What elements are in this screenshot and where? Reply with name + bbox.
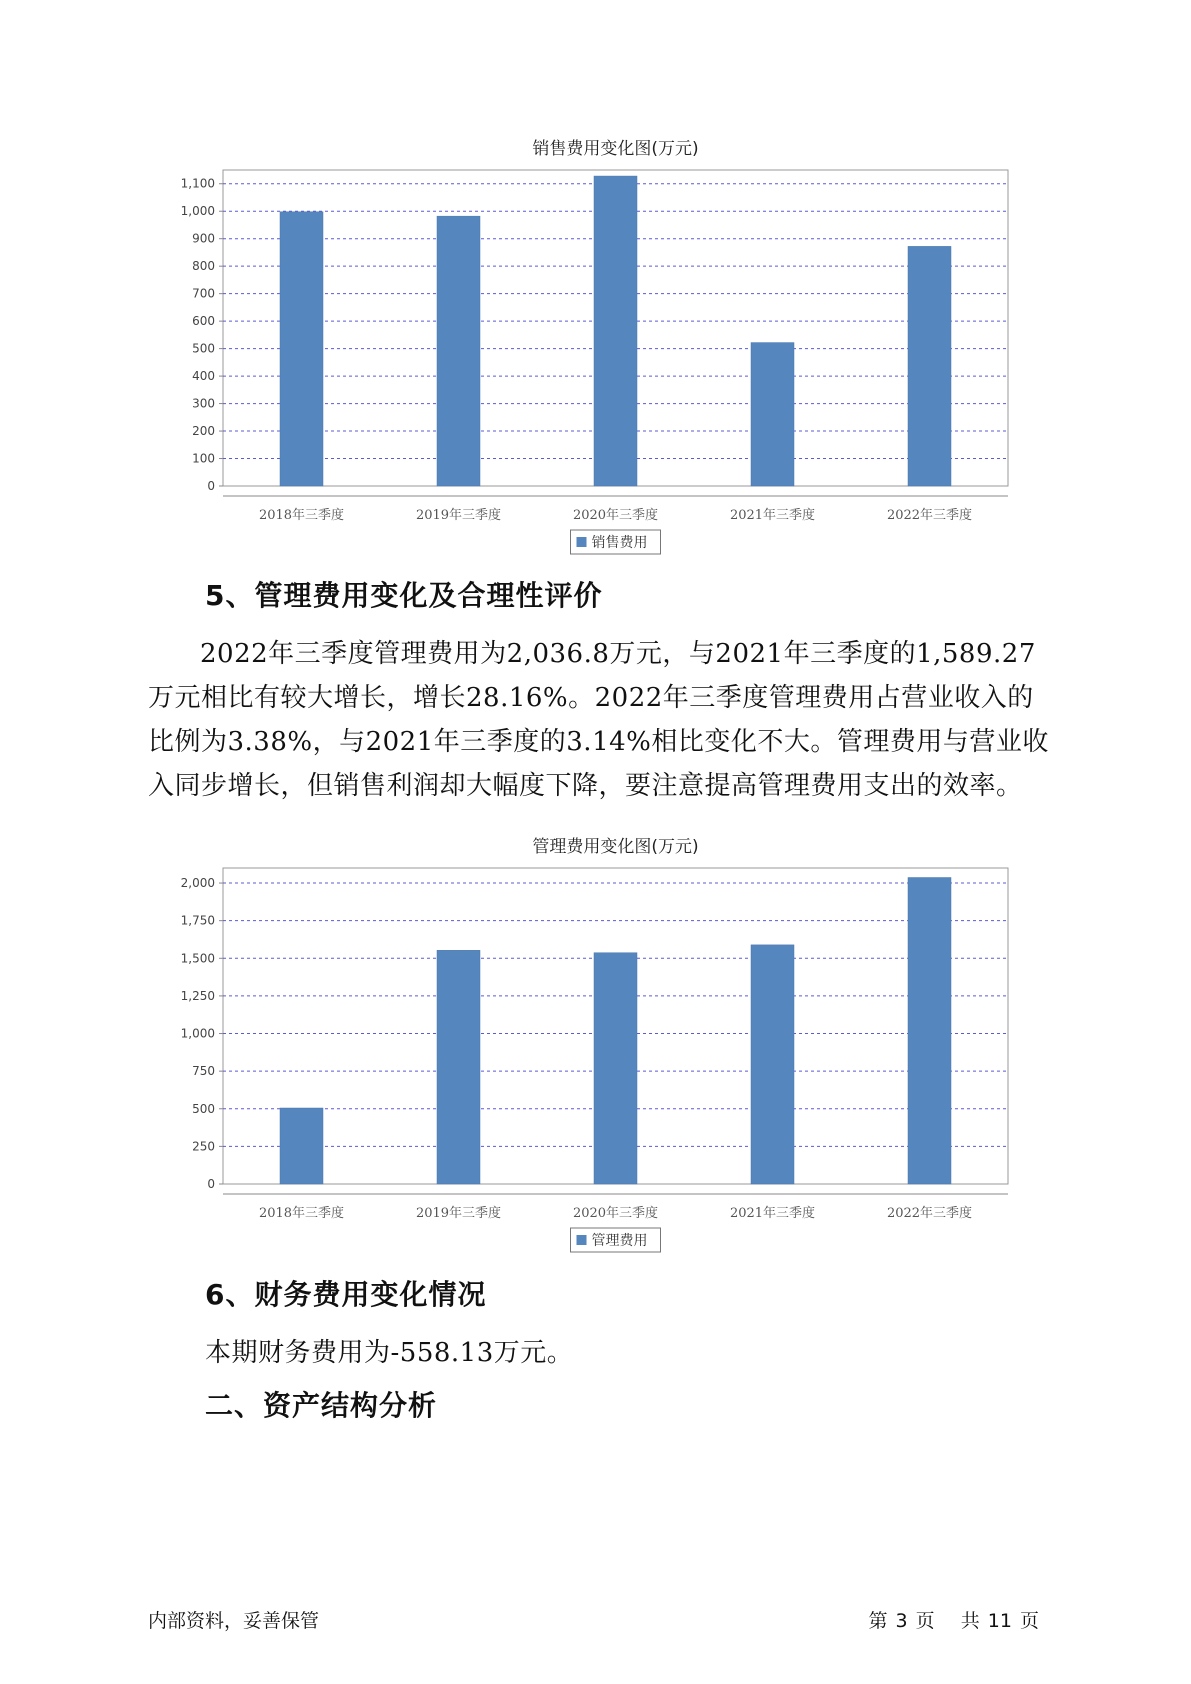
y-tick-label: 2,000 (180, 876, 215, 891)
page-number: 3 (895, 1610, 908, 1632)
legend-swatch (577, 1235, 587, 1245)
x-tick-label: 2022年三季度 (886, 1206, 973, 1221)
section6-heading: 6、财务费用变化情况 (205, 1278, 487, 1311)
y-tick-label: 100 (192, 451, 215, 466)
legend-swatch (577, 537, 587, 547)
x-tick-label: 2019年三季度 (415, 1206, 502, 1221)
y-tick-label: 600 (192, 314, 215, 329)
x-tick-label: 2021年三季度 (729, 508, 816, 523)
footer-confidential: 内部资料，妥善保管 (148, 1610, 320, 1632)
total-pages: 11 (987, 1610, 1012, 1632)
y-tick-label: 1,000 (180, 204, 215, 219)
section5-heading: 5、管理费用变化及合理性评价 (205, 579, 603, 612)
y-tick-label: 800 (192, 259, 215, 274)
y-tick-label: 1,750 (180, 913, 215, 928)
bar (751, 945, 794, 1184)
legend-label: 管理费用 (591, 1233, 648, 1249)
y-tick-label: 400 (192, 369, 215, 384)
x-tick-label: 2020年三季度 (572, 508, 659, 523)
section6-text: 本期财务费用为-558.13万元。 (205, 1338, 574, 1368)
section2-heading: 二、资产结构分析 (205, 1389, 438, 1422)
y-tick-label: 1,000 (180, 1026, 215, 1041)
x-tick-label: 2022年三季度 (886, 508, 973, 523)
bar (594, 953, 637, 1184)
y-tick-label: 300 (192, 396, 215, 411)
x-tick-label: 2018年三季度 (258, 508, 345, 523)
total-prefix: 共 (960, 1610, 980, 1632)
bar (908, 246, 951, 486)
bar (908, 878, 951, 1184)
y-tick-label: 0 (207, 479, 215, 493)
y-tick-label: 0 (207, 1177, 215, 1191)
chart-title: 管理费用变化图(万元) (532, 837, 699, 857)
legend (571, 1228, 661, 1252)
y-tick-label: 1,250 (180, 988, 215, 1003)
footer-page-info (865, 1606, 1043, 1633)
legend (571, 530, 661, 554)
bar (280, 1108, 323, 1184)
bar (594, 176, 637, 486)
y-tick-label: 200 (192, 424, 215, 439)
y-tick-label: 750 (192, 1064, 215, 1079)
y-tick-label: 250 (192, 1139, 215, 1154)
y-tick-label: 700 (192, 286, 215, 301)
chart-svg (0, 120, 1191, 580)
section5-paragraph: 2022年三季度管理费用为2,036.8万元，与2021年三季度的1,589.27万元相比有较大增长，增长28.16%。2022年三季度管理费用占营业收入的比例为3.38%，与2021年三季度的3.14%相比变化不大。管理费用与营业收入同步增长，但销售利润却大幅度下降，要注意提高管理费用支出的效率。 (148, 639, 1049, 801)
y-tick-label: 1,500 (180, 951, 215, 966)
x-tick-label: 2021年三季度 (729, 1206, 816, 1221)
sales-expense-chart (0, 120, 1191, 580)
x-tick-label: 2020年三季度 (572, 1206, 659, 1221)
admin-expense-chart (0, 818, 1191, 1278)
page-suffix: 页 (915, 1610, 935, 1632)
bar (751, 343, 794, 486)
y-tick-label: 900 (192, 231, 215, 246)
y-tick-label: 500 (192, 1101, 215, 1116)
chart-title: 销售费用变化图(万元) (532, 139, 699, 159)
y-tick-label: 1,100 (180, 176, 215, 191)
bar (437, 216, 480, 486)
y-tick-label: 500 (192, 341, 215, 356)
legend-label: 销售费用 (591, 535, 648, 551)
total-suffix: 页 (1019, 1610, 1039, 1632)
x-tick-label: 2018年三季度 (258, 1206, 345, 1221)
page-prefix: 第 (868, 1610, 888, 1632)
bar (437, 950, 480, 1184)
chart-svg (0, 818, 1191, 1278)
x-tick-label: 2019年三季度 (415, 508, 502, 523)
bar (280, 212, 323, 486)
